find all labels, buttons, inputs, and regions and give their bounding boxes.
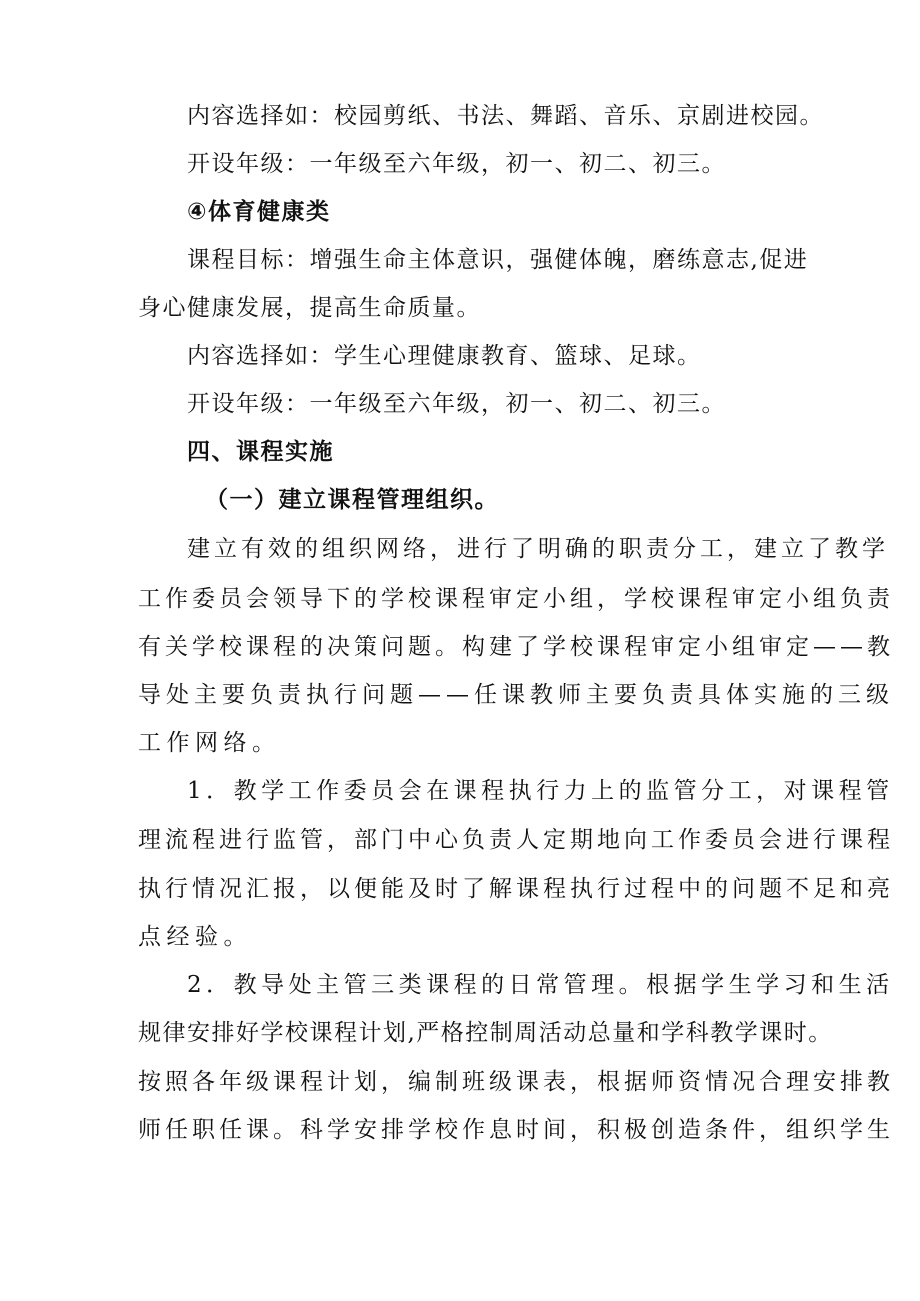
paragraph-line: 工作网络。	[138, 730, 281, 756]
subsection-heading: （一）建立课程管理组织。	[205, 487, 499, 513]
paragraph-line: 内容选择如：校园剪纸、书法、舞蹈、音乐、京剧进校园。	[187, 103, 824, 129]
paragraph-line: 开设年级：一年级至六年级，初一、初二、初三。	[187, 151, 726, 177]
paragraph-line: 开设年级：一年级至六年级，初一、初二、初三。	[187, 391, 726, 417]
paragraph-line: 执行情况汇报，以便能及时了解课程执行过程中的问题不足和亮	[138, 876, 894, 902]
section-heading: 四、课程实施	[187, 439, 334, 465]
paragraph-line: 2．教导处主管三类课程的日常管理。根据学生学习和生活	[187, 972, 894, 998]
paragraph-line: 点经验。	[138, 924, 252, 950]
paragraph-line: 规律安排好学校课程计划,严格控制周活动总量和学科教学课时。	[138, 1020, 833, 1046]
paragraph-line: 导处主要负责执行问题——任课教师主要负责具体实施的三级	[138, 682, 894, 708]
paragraph-line: 身心健康发展，提高生命质量。	[138, 295, 481, 321]
paragraph-line: 1．教学工作委员会在课程执行力上的监管分工，对课程管	[187, 778, 894, 804]
paragraph-line: 内容选择如：学生心理健康教育、篮球、足球。	[187, 343, 702, 369]
paragraph-line: 课程目标：增强生命主体意识，强健体魄，磨练意志,促进	[187, 247, 809, 273]
paragraph-line: 建立有效的组织网络，进行了明确的职责分工，建立了教学	[187, 536, 889, 562]
paragraph-line: 师任职任课。科学安排学校作息时间，积极创造条件，组织学生	[138, 1117, 894, 1143]
section-heading: ④体育健康类	[187, 199, 331, 225]
paragraph-line: 按照各年级课程计划，编制班级课表，根据师资情况合理安排教	[138, 1069, 894, 1095]
paragraph-line: 工作委员会领导下的学校课程审定小组，学校课程审定小组负责	[138, 586, 894, 612]
paragraph-line: 有关学校课程的决策问题。构建了学校课程审定小组审定——教	[138, 634, 894, 660]
paragraph-line: 理流程进行监管，部门中心负责人定期地向工作委员会进行课程	[138, 827, 894, 853]
